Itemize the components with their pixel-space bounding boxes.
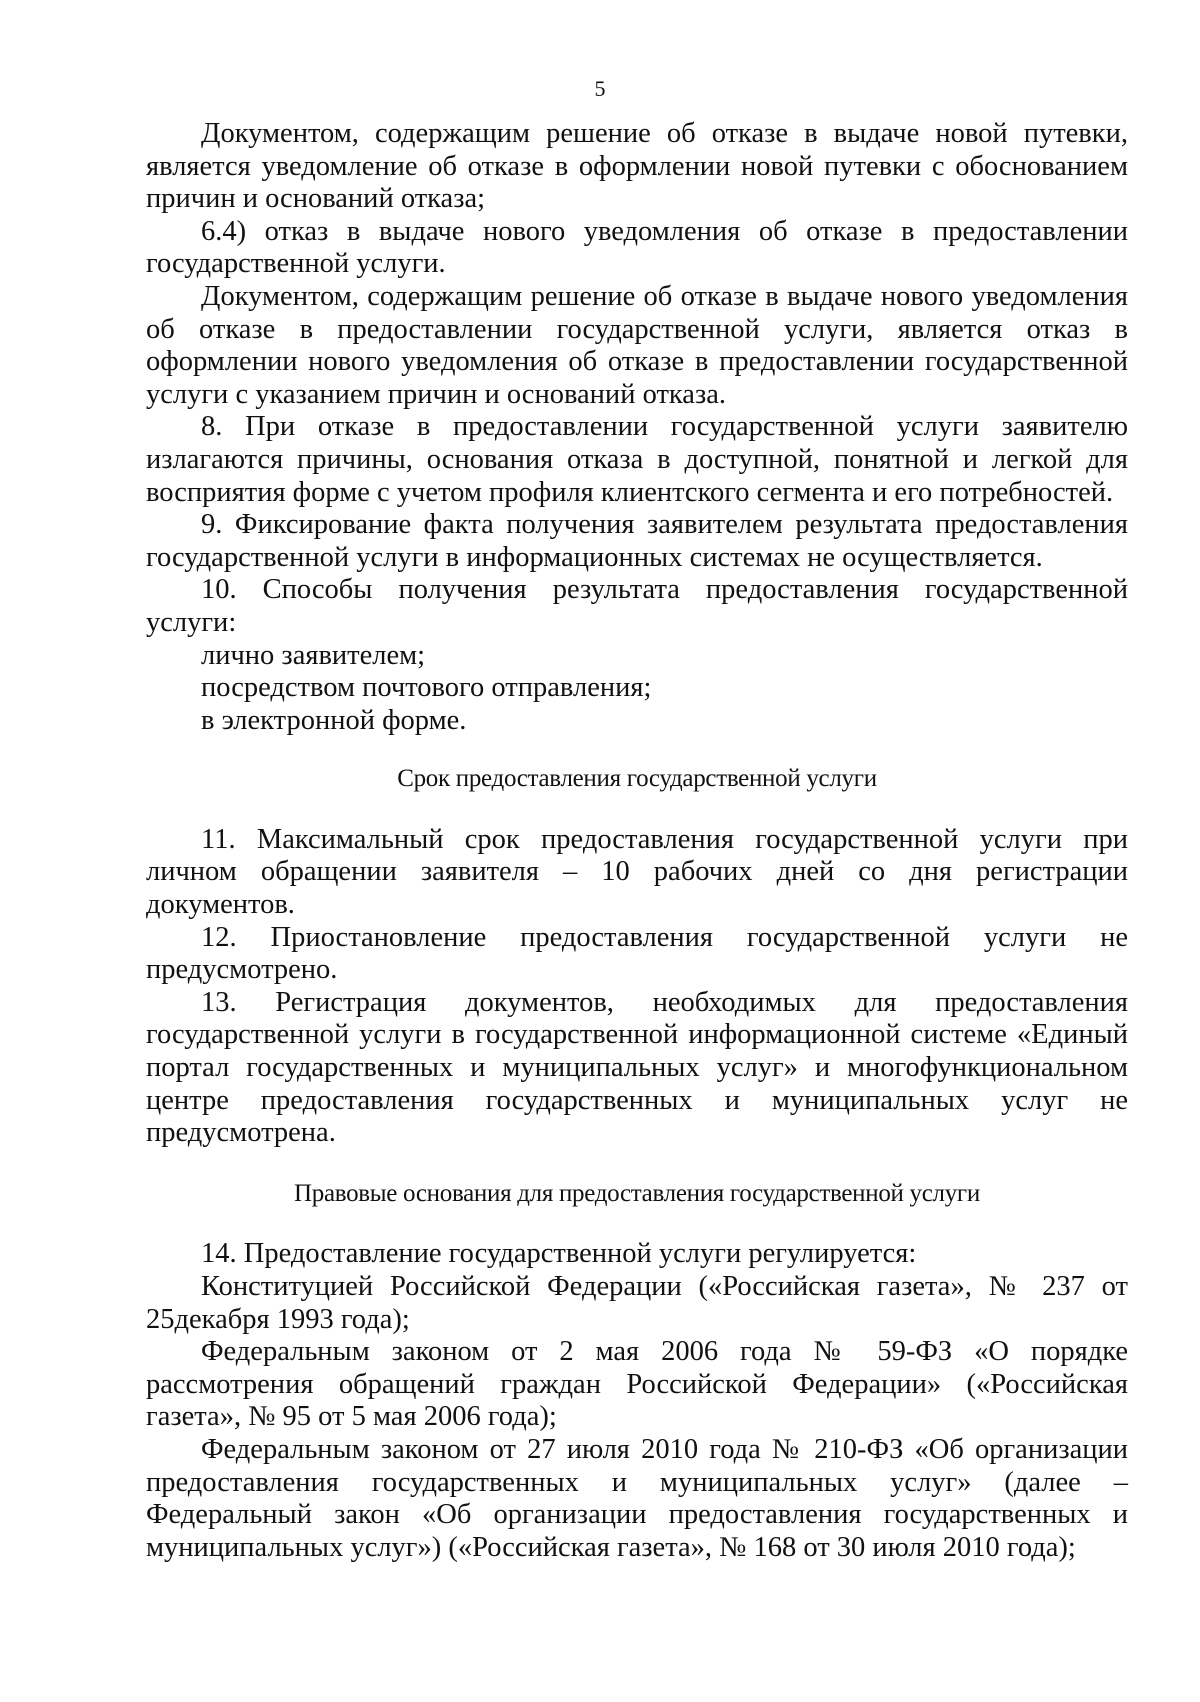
list-item-by-mail: посредством почтового отправления; xyxy=(201,672,652,704)
paragraph-law-59: Федеральным законом от 2 мая 2006 года № 59-ФЗ «О порядке рассмотрения обращений граждан Российской Федерации» («Российская газета», № 95 от 5 мая 2006 года); xyxy=(146,1336,1128,1433)
list-item-in-person: лично заявителем; xyxy=(201,639,426,671)
paragraph-12: 12. Приостановление предоставления государственной услуги не предусмотрено. xyxy=(146,921,1128,986)
paragraph-refusal-document: Документом, содержащим решение об отказе в выдаче новой путевки, является уведомление об отказе в оформлении новой путевки с обоснованием причин и оснований отказа; xyxy=(146,118,1128,215)
paragraph-9: 9. Фиксирование факта получения заявителем результата предоставления государственной услуги в информационных системах не осуществляется. xyxy=(146,509,1128,573)
section-heading-term: Срок предоставления государственной услуги xyxy=(397,765,877,793)
paragraph-11: 11. Максимальный срок предоставления государственной услуги при личном обращении заявителя – 10 рабочих дней со дня регистрации документов. xyxy=(146,823,1128,921)
paragraph-notice-refusal-document: Документом, содержащим решение об отказе в выдаче нового уведомления об отказе в предоставлении государственной услуги, является отказ в оформлении нового уведомления об отказе в предоставлении государственной услуги с указанием причин и оснований отказа. xyxy=(146,280,1128,410)
paragraph-8: 8. При отказе в предоставлении государственной услуги заявителю излагаются причины, основания отказа в доступной, понятной и легкой для восприятия форме с учетом профиля клиентского сегмента и его потребностей. xyxy=(146,411,1128,508)
document-body xyxy=(146,118,1128,1564)
paragraph-6-4: 6.4) отказ в выдаче нового уведомления об отказе в предоставлении государственной услуги. xyxy=(146,215,1128,280)
paragraph-10: 10. Способы получения результата предоставления государственной услуги: xyxy=(146,574,1128,638)
section-heading-legal-basis: Правовые основания для предоставления государственной услуги xyxy=(294,1179,980,1207)
paragraph-law-210: Федеральным законом от 27 июля 2010 года № 210-ФЗ «Об организации предоставления государственных и муниципальных услуг» (далее – Федеральный закон «Об организации предоставления государственных и муниципальных услуг») («Российская газета», № 168 от 30 июля 2010 года); xyxy=(146,1433,1128,1563)
paragraph-constitution: Конституцией Российской Федерации («Российская газета», № 237 от 25декабря 1993 года); xyxy=(146,1271,1128,1335)
paragraph-13: 13. Регистрация документов, необходимых для предоставления государственной услуги в государственной информационной системе «Единый портал государственных и муниципальных услуг» и многофункциональном центре предоставления государственных и муниципальных услуг не предусмотрена. xyxy=(146,986,1128,1149)
list-item-electronic: в электронной форме. xyxy=(201,704,467,736)
paragraph-14: 14. Предоставление государственной услуги регулируется: xyxy=(201,1238,917,1270)
page-number: 5 xyxy=(594,76,606,101)
